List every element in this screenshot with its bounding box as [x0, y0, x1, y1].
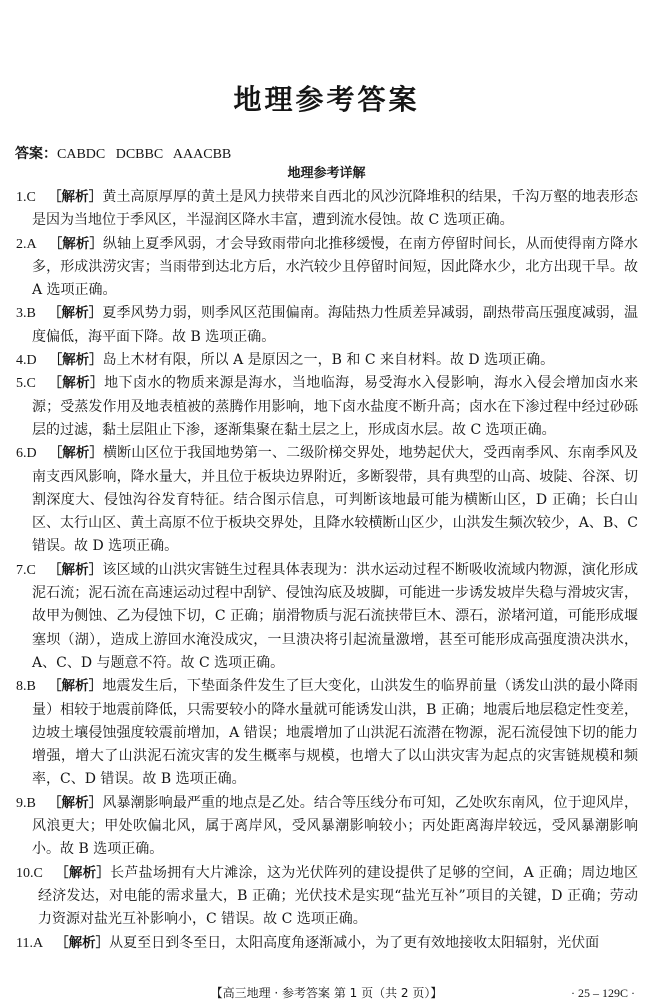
explanation-item: [16, 559, 638, 675]
analysis-tag: ［解析］: [47, 794, 103, 811]
explanation-text: 横断山区位于我国地势第一、二级阶梯交界处，地势起伏大，受西南季风、东南季风及南支西风影响，降水量大，并且位于板块边界附近，多断裂带，具有典型的山高、坡陡、谷深、切割深度大、侵蚀沟谷发育特征。结合图示信息，可判断该地最可能为横断山区，D 正确；长白山区、太行山区、黄土高原不位于板块交界处，且降水较横断山区少，山洪发生频次较少，A、B、C 错误。故 D 选项正确。: [32, 445, 639, 555]
explanation-item: [16, 233, 638, 303]
explanation-item: [16, 932, 638, 955]
explanation-list: [16, 186, 638, 955]
question-number: 7.C: [16, 562, 36, 578]
explanation-item: [16, 302, 638, 349]
explanation-text: 从夏至日到冬至日，太阳高度角逐渐减小，为了更有效地接收太阳辐射，光伏面: [109, 934, 600, 951]
explanation-text: 地下卤水的物质来源是海水，当地临海，易受海水入侵影响，海水入侵会增加卤水来源；受蒸发作用及地表植被的蒸腾作用影响，地下卤水盐度不断升高；卤水在下渗过程中经过砂砾层的过滤，黏土层阻止下渗，逐渐集聚在黏土层之上，形成卤水层。故 C 选项正确。: [32, 375, 639, 438]
analysis-tag: ［解析］: [48, 445, 104, 462]
answer-key-label: 答案：: [15, 146, 57, 162]
explanation-text: 长芦盐场拥有大片滩涂，这为光伏阵列的建设提供了足够的空间，A 正确；周边地区经济发达，对电能的需求量大，B 正确；光伏技术是实现“盐光互补”项目的关键，D 正确；劳动力资源对盐光互补影响小，C 错误。故 C 选项正确。: [38, 864, 639, 928]
explanation-text: 地震发生后，下垫面条件发生了巨大变化，山洪发生的临界前量（诱发山洪的最小降雨量）相较于地震前降低，只需要较小的降水量就可能诱发山洪，B 正确；地震后地层稳定性变差，边坡土壤侵蚀强度较震前增加，A 错误；地震增加了山洪泥石流潜在物源，泥石流侵蚀下切的能力增强，增大了山洪泥石流灾害的发生概率与规模，也增大了以山洪灾害为起点的灾害链规模和频率，C、D 错误。故 B 选项正确。: [32, 678, 639, 788]
analysis-tag: ［解析］: [55, 934, 110, 951]
question-number: 4.D: [16, 353, 37, 369]
question-number: 11.A: [16, 935, 44, 951]
explanation-item: [16, 372, 638, 442]
explanation-item: [16, 186, 638, 233]
explanation-item: [16, 792, 638, 862]
analysis-tag: ［解析］: [48, 235, 104, 252]
explanation-item: [16, 862, 638, 932]
analysis-tag: ［解析］: [47, 678, 103, 695]
explanation-item: [16, 675, 638, 791]
section-title: 地理参考详解: [287, 166, 366, 181]
question-number: 1.C: [16, 190, 36, 205]
footer-page-info: 【高三地理 · 参考答案 第 1 页（共 2 页）】: [210, 986, 443, 1000]
page-title: 地理参考答案: [233, 83, 420, 116]
answer-key: [15, 144, 231, 165]
page-footer: [0, 984, 653, 1002]
analysis-tag: ［解析］: [47, 561, 103, 578]
footer-code: · 25 – 129C ·: [571, 986, 635, 1000]
explanation-text: 风暴潮影响最严重的地点是乙处。结合等压线分布可知，乙处吹东南风，位于迎风岸，风浪更大；甲处吹偏北风，属于离岸风，受风暴潮影响较小；丙处距离海岸较远，受风暴潮影响小。故 B 选项正确。: [32, 794, 639, 858]
question-number: 9.B: [16, 795, 36, 811]
question-number: 5.C: [16, 376, 36, 392]
explanation-text: 夏季风势力弱，则季风区范围偏南。海陆热力性质差异减弱，副热带高压强度减弱，温度偏低，海平面下降。故 B 选项正确。: [32, 305, 639, 345]
explanation-item: [16, 349, 638, 372]
question-number: 2.A: [16, 236, 37, 252]
analysis-tag: ［解析］: [48, 352, 103, 369]
explanation-item: [16, 442, 638, 558]
explanation-text: 黄土高原厚厚的黄土是风力挟带来自西北的风沙沉降堆积的结果，千沟万壑的地表形态是因为当地位于季风区，半湿润区降水丰富，遭到流水侵蚀。故 C 选项正确。: [32, 189, 639, 229]
analysis-tag: ［解析］: [47, 305, 103, 322]
question-number: 6.D: [16, 446, 37, 462]
analysis-tag: ［解析］: [54, 864, 111, 881]
explanation-text: 纵轴上夏季风弱，才会导致雨带向北推移缓慢，在南方停留时间长，从而使得南方降水多，形成洪涝灾害；当雨带到达北方后，水汽较少且停留时间短，因此降水少，北方出现干旱。故 A 选项正确。: [32, 235, 639, 299]
explanation-text: 岛上木材有限，所以 A 是原因之一，B 和 C 来自材料。故 D 选项正确。: [102, 352, 555, 369]
analysis-tag: ［解析］: [47, 375, 105, 392]
analysis-tag: ［解析］: [47, 189, 103, 205]
question-number: 3.B: [16, 306, 36, 322]
answer-key-values: CABDC DCBBC AAACBB: [57, 147, 232, 162]
question-number: 8.B: [16, 679, 36, 695]
question-number: 10.C: [16, 865, 43, 881]
explanation-text: 该区域的山洪灾害链生过程具体表现为：洪水运动过程不断吸收流域内物源，演化形成泥石流；泥石流在高速运动过程中刮铲、侵蚀沟底及坡脚，可能进一步诱发坡岸失稳与滑坡灾害，故甲为侧蚀、乙为侵蚀下切，C 正确；崩滑物质与泥石流挟带巨木、漂石，淤堵河道，可能形成堰塞坝（湖），造成上游回水淹没成灾，一旦溃决将引起流量激增，甚至可能形成高强度溃决洪水，A、C、D 与题意不符。故 C 选项正确。: [32, 561, 639, 671]
